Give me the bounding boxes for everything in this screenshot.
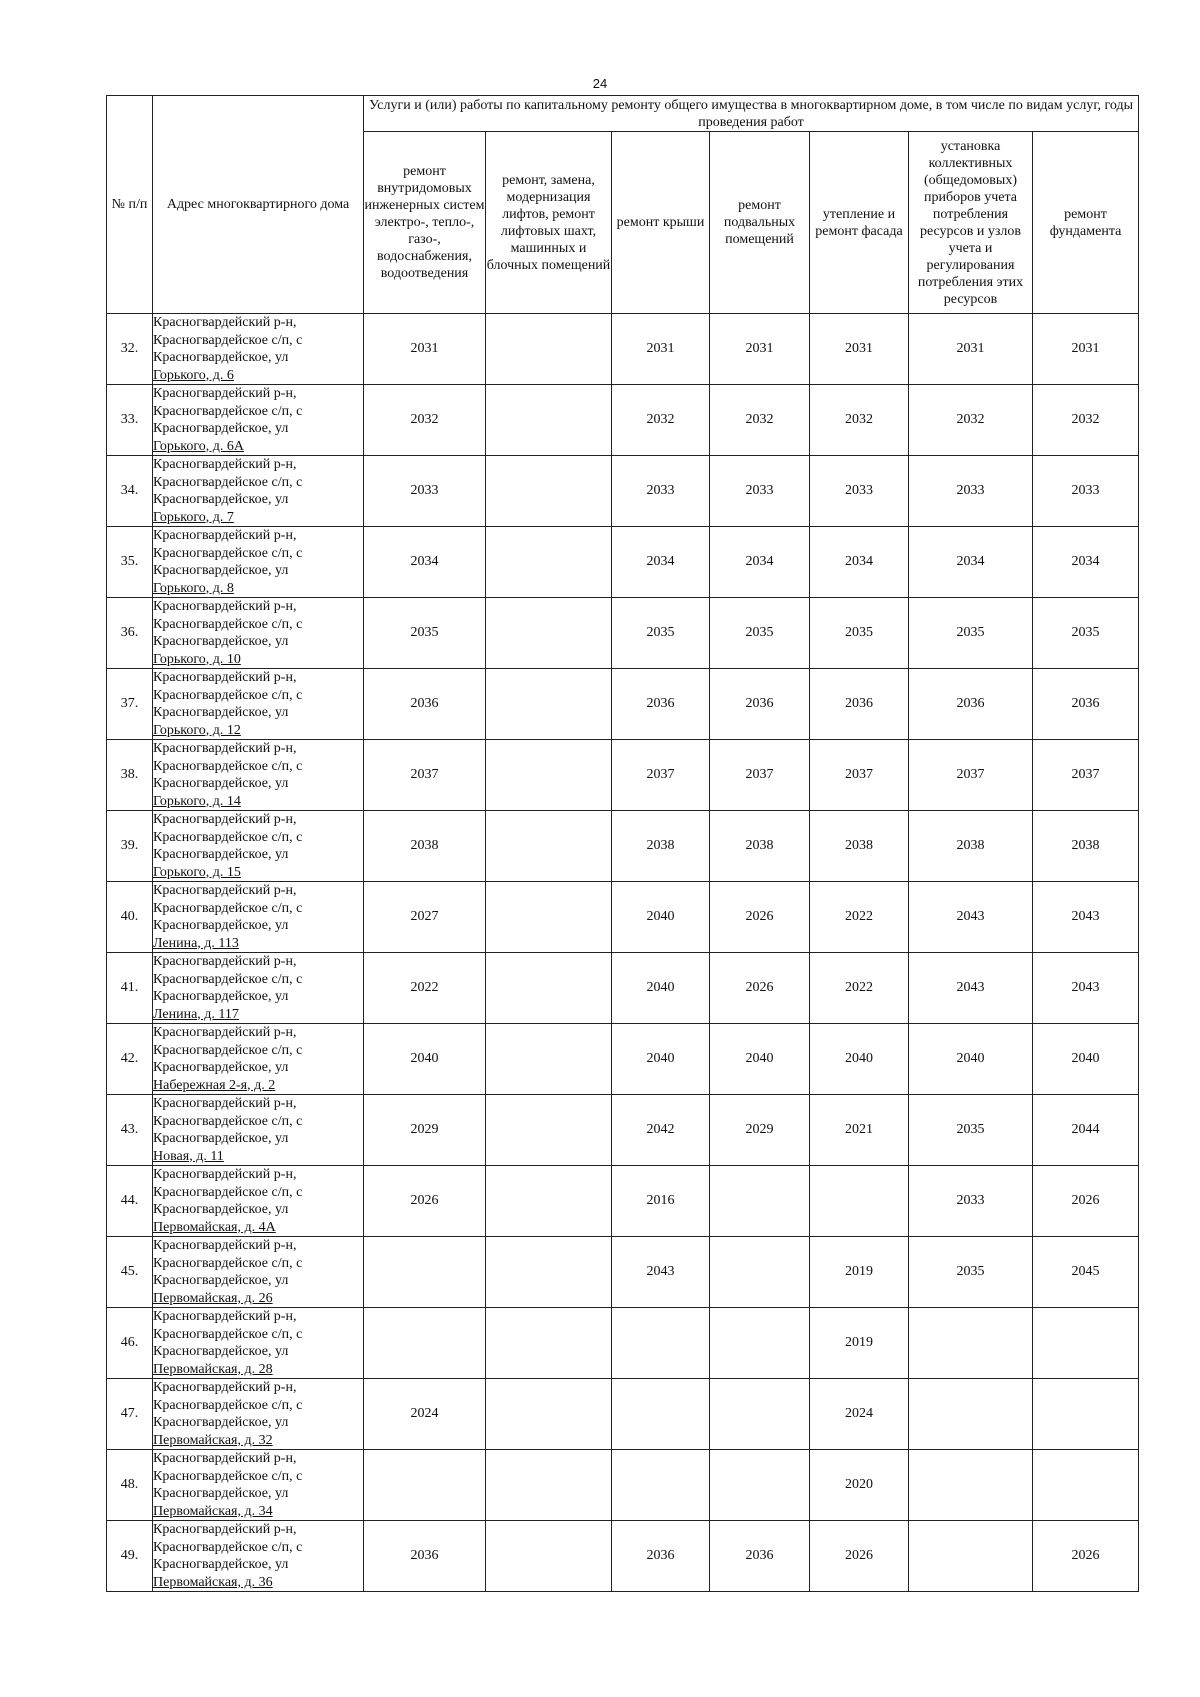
address-line: Красногвардейское, ул [153,634,289,649]
year-cell: 2026 [1033,1521,1139,1592]
year-cell: 2034 [810,527,909,598]
year-cell [710,1237,810,1308]
address-line: Красногвардейское, ул [153,421,289,436]
row-number: 45. [107,1237,153,1308]
address-cell [153,1095,364,1166]
address-line: Красногвардейский р-н, [153,1522,297,1537]
address-line: Красногвардейский р-н, [153,1380,297,1395]
year-cell: 2043 [1033,953,1139,1024]
row-number: 33. [107,385,153,456]
address-line: Ленина, д. 113 [153,935,239,951]
address-line: Красногвардейское, ул [153,989,289,1004]
address-line: Горького, д. 14 [153,793,241,809]
address-line: Красногвардейский р-н, [153,1309,297,1324]
address-line: Красногвардейское, ул [153,1344,289,1359]
year-cell: 2032 [810,385,909,456]
address-line: Красногвардейское с/п, с [153,403,303,419]
address-line: Красногвардейское, ул [153,492,289,507]
table-row [107,527,1139,598]
year-cell [909,1379,1033,1450]
address-line: Красногвардейское с/п, с [153,1184,303,1200]
row-number: 38. [107,740,153,811]
address-line: Красногвардейский р-н, [153,1451,297,1466]
year-cell: 2035 [810,598,909,669]
header-address: Адрес многоквартирного дома [153,96,364,314]
year-cell: 2022 [810,882,909,953]
year-cell: 2033 [612,456,710,527]
row-number: 35. [107,527,153,598]
year-cell [486,740,612,811]
row-number: 44. [107,1166,153,1237]
address-line: Красногвардейское с/п, с [153,1255,303,1271]
year-cell: 2040 [364,1024,486,1095]
address-line: Красногвардейское с/п, с [153,1042,303,1058]
address-line: Горького, д. 10 [153,651,241,667]
year-cell: 2037 [710,740,810,811]
address-line: Красногвардейский р-н, [153,599,297,614]
row-number: 46. [107,1308,153,1379]
address-line: Красногвардейский р-н, [153,1238,297,1253]
year-cell [486,456,612,527]
address-line: Красногвардейский р-н, [153,1167,297,1182]
table-row [107,314,1139,385]
address-line: Первомайская, д. 34 [153,1503,273,1519]
address-line: Красногвардейское с/п, с [153,332,303,348]
year-cell: 2040 [810,1024,909,1095]
address-line: Красногвардейский р-н, [153,315,297,330]
year-cell: 2038 [364,811,486,882]
table-row [107,740,1139,811]
address-line: Красногвардейское с/п, с [153,1113,303,1129]
year-cell: 2033 [909,1166,1033,1237]
address-line: Первомайская, д. 4А [153,1219,276,1235]
year-cell [486,1166,612,1237]
address-line: Красногвардейский р-н, [153,1025,297,1040]
address-line: Красногвардейское с/п, с [153,900,303,916]
year-cell: 2037 [909,740,1033,811]
address-line: Красногвардейский р-н, [153,457,297,472]
year-cell: 2019 [810,1237,909,1308]
year-cell [486,669,612,740]
year-cell [486,1095,612,1166]
year-cell: 2034 [1033,527,1139,598]
address-line: Красногвардейское, ул [153,350,289,365]
year-cell: 2032 [364,385,486,456]
address-line: Красногвардейское, ул [153,776,289,791]
address-line: Красногвардейское, ул [153,1486,289,1501]
address-line: Горького, д. 12 [153,722,241,738]
year-cell: 2035 [909,1095,1033,1166]
address-line: Красногвардейское, ул [153,847,289,862]
row-number: 39. [107,811,153,882]
header-col-engineering-systems: ремонт внутридомовых инженерных систем электро-, тепло-, газо-, водоснабжения, водоотведения [364,132,486,314]
year-cell [1033,1379,1139,1450]
year-cell: 2044 [1033,1095,1139,1166]
year-cell: 2040 [612,1024,710,1095]
address-line: Красногвардейское, ул [153,1273,289,1288]
address-line: Красногвардейский р-н, [153,386,297,401]
address-cell [153,1237,364,1308]
year-cell: 2036 [612,669,710,740]
address-line: Красногвардейское, ул [153,1060,289,1075]
year-cell: 2040 [612,882,710,953]
table-row [107,1024,1139,1095]
address-line: Красногвардейский р-н, [153,812,297,827]
address-line: Красногвардейское с/п, с [153,1539,303,1555]
year-cell: 2020 [810,1450,909,1521]
year-cell: 2043 [612,1237,710,1308]
year-cell [710,1166,810,1237]
year-cell [612,1308,710,1379]
row-number: 34. [107,456,153,527]
year-cell: 2038 [909,811,1033,882]
address-line: Ленина, д. 117 [153,1006,239,1022]
year-cell [486,882,612,953]
year-cell [486,1379,612,1450]
year-cell: 2016 [612,1166,710,1237]
address-line: Красногвардейское, ул [153,705,289,720]
address-line: Красногвардейское с/п, с [153,616,303,632]
year-cell: 2043 [909,882,1033,953]
year-cell: 2032 [1033,385,1139,456]
address-line: Набережная 2-я, д. 2 [153,1077,276,1093]
year-cell: 2037 [612,740,710,811]
year-cell: 2037 [364,740,486,811]
year-cell [710,1450,810,1521]
year-cell: 2032 [612,385,710,456]
address-line: Красногвардейский р-н, [153,528,297,543]
table-row [107,1095,1139,1166]
table-row [107,1379,1139,1450]
year-cell: 2031 [612,314,710,385]
address-line: Красногвардейский р-н, [153,1096,297,1111]
year-cell: 2033 [909,456,1033,527]
year-cell [486,1237,612,1308]
header-col-elevators: ремонт, замена, модернизация лифтов, ремонт лифтовых шахт, машинных и блочных помещений [486,132,612,314]
address-cell [153,953,364,1024]
year-cell: 2036 [909,669,1033,740]
year-cell: 2040 [612,953,710,1024]
year-cell: 2031 [909,314,1033,385]
table-row [107,1166,1139,1237]
year-cell: 2019 [810,1308,909,1379]
table-row [107,882,1139,953]
address-cell [153,1166,364,1237]
capital-repair-table [106,95,1139,1592]
year-cell: 2031 [364,314,486,385]
year-cell: 2033 [810,456,909,527]
address-line: Красногвардейское, ул [153,1131,289,1146]
address-cell [153,740,364,811]
table-row [107,1237,1139,1308]
year-cell [486,1308,612,1379]
address-line: Красногвардейское с/п, с [153,1397,303,1413]
address-line: Горького, д. 15 [153,864,241,880]
year-cell [909,1308,1033,1379]
address-line: Первомайская, д. 36 [153,1574,273,1590]
table-row [107,1450,1139,1521]
year-cell: 2026 [710,882,810,953]
header-num: № п/п [107,96,153,314]
address-line: Красногвардейский р-н, [153,741,297,756]
table-row [107,1308,1139,1379]
year-cell: 2031 [710,314,810,385]
table-header [107,96,1139,314]
address-cell [153,1379,364,1450]
year-cell: 2034 [710,527,810,598]
address-line: Красногвардейское, ул [153,918,289,933]
header-col-meters: установка коллективных (общедомовых) приборов учета потребления ресурсов и узлов учета и регулирования потребления этих ресурсов [909,132,1033,314]
address-line: Горького, д. 8 [153,580,234,596]
address-cell [153,527,364,598]
address-line: Красногвардейское, ул [153,1557,289,1572]
year-cell: 2032 [710,385,810,456]
address-line: Горького, д. 7 [153,509,234,525]
row-number: 40. [107,882,153,953]
row-number: 41. [107,953,153,1024]
row-number: 42. [107,1024,153,1095]
year-cell: 2022 [810,953,909,1024]
year-cell [909,1521,1033,1592]
address-line: Красногвардейское с/п, с [153,1468,303,1484]
year-cell: 2034 [909,527,1033,598]
year-cell: 2035 [710,598,810,669]
year-cell [810,1166,909,1237]
year-cell [710,1379,810,1450]
year-cell: 2036 [364,669,486,740]
year-cell [486,953,612,1024]
year-cell: 2022 [364,953,486,1024]
address-line: Горького, д. 6А [153,438,244,454]
year-cell: 2033 [1033,456,1139,527]
year-cell: 2040 [909,1024,1033,1095]
year-cell: 2026 [810,1521,909,1592]
address-line: Первомайская, д. 32 [153,1432,273,1448]
address-line: Красногвардейское, ул [153,563,289,578]
address-line: Красногвардейский р-н, [153,883,297,898]
table-row [107,1521,1139,1592]
year-cell [612,1379,710,1450]
row-number: 43. [107,1095,153,1166]
address-line: Красногвардейский р-н, [153,954,297,969]
address-line: Красногвардейский р-н, [153,670,297,685]
year-cell [486,527,612,598]
address-cell [153,1450,364,1521]
year-cell [364,1308,486,1379]
year-cell: 2021 [810,1095,909,1166]
year-cell [486,598,612,669]
address-line: Первомайская, д. 26 [153,1290,273,1306]
year-cell [486,1024,612,1095]
header-services: Услуги и (или) работы по капитальному ремонту общего имущества в многоквартирном доме, в том числе по видам услуг, годы проведения работ [364,96,1139,132]
year-cell: 2038 [1033,811,1139,882]
address-line: Красногвардейское, ул [153,1415,289,1430]
address-cell [153,456,364,527]
year-cell [364,1237,486,1308]
year-cell: 2038 [612,811,710,882]
year-cell [486,314,612,385]
year-cell [1033,1450,1139,1521]
year-cell [364,1450,486,1521]
address-line: Красногвардейское с/п, с [153,545,303,561]
year-cell [486,385,612,456]
year-cell: 2035 [909,1237,1033,1308]
address-line: Красногвардейское с/п, с [153,829,303,845]
row-number: 36. [107,598,153,669]
year-cell: 2031 [1033,314,1139,385]
address-line: Первомайская, д. 28 [153,1361,273,1377]
year-cell [486,811,612,882]
row-number: 48. [107,1450,153,1521]
year-cell: 2042 [612,1095,710,1166]
table-row [107,385,1139,456]
table-row [107,669,1139,740]
year-cell: 2031 [810,314,909,385]
year-cell: 2037 [810,740,909,811]
year-cell: 2036 [612,1521,710,1592]
year-cell [486,1521,612,1592]
year-cell: 2036 [364,1521,486,1592]
year-cell: 2029 [710,1095,810,1166]
year-cell: 2034 [612,527,710,598]
address-cell [153,669,364,740]
year-cell [909,1450,1033,1521]
year-cell: 2040 [1033,1024,1139,1095]
year-cell: 2036 [1033,669,1139,740]
header-col-foundation: ремонт фундамента [1033,132,1139,314]
header-col-roof: ремонт крыши [612,132,710,314]
year-cell: 2026 [1033,1166,1139,1237]
row-number: 32. [107,314,153,385]
year-cell [1033,1308,1139,1379]
table-body [107,314,1139,1592]
year-cell: 2026 [710,953,810,1024]
year-cell: 2033 [710,456,810,527]
address-cell [153,1308,364,1379]
year-cell: 2034 [364,527,486,598]
year-cell: 2024 [810,1379,909,1450]
year-cell: 2026 [364,1166,486,1237]
table-row [107,598,1139,669]
address-cell [153,882,364,953]
address-line: Красногвардейское с/п, с [153,1326,303,1342]
row-number: 47. [107,1379,153,1450]
year-cell: 2035 [364,598,486,669]
address-cell [153,811,364,882]
row-number: 37. [107,669,153,740]
address-line: Красногвардейское с/п, с [153,758,303,774]
page-number: 24 [592,76,608,91]
address-cell [153,1024,364,1095]
address-line: Красногвардейское с/п, с [153,687,303,703]
year-cell: 2043 [909,953,1033,1024]
year-cell: 2033 [364,456,486,527]
address-cell [153,385,364,456]
header-col-facade: утепление и ремонт фасада [810,132,909,314]
table-row [107,953,1139,1024]
year-cell [612,1450,710,1521]
year-cell: 2032 [909,385,1033,456]
year-cell: 2043 [1033,882,1139,953]
address-cell [153,314,364,385]
year-cell: 2029 [364,1095,486,1166]
year-cell: 2035 [909,598,1033,669]
year-cell: 2038 [810,811,909,882]
table-row [107,456,1139,527]
address-line: Красногвардейское с/п, с [153,474,303,490]
year-cell: 2035 [612,598,710,669]
address-line: Красногвардейское, ул [153,1202,289,1217]
address-line: Горького, д. 6 [153,367,234,383]
year-cell: 2036 [710,1521,810,1592]
year-cell [486,1450,612,1521]
address-cell [153,1521,364,1592]
year-cell: 2040 [710,1024,810,1095]
year-cell: 2036 [710,669,810,740]
address-cell [153,598,364,669]
year-cell: 2045 [1033,1237,1139,1308]
row-number: 49. [107,1521,153,1592]
year-cell: 2036 [810,669,909,740]
address-line: Новая, д. 11 [153,1148,224,1164]
year-cell: 2038 [710,811,810,882]
year-cell: 2035 [1033,598,1139,669]
table-row [107,811,1139,882]
address-line: Красногвардейское с/п, с [153,971,303,987]
year-cell: 2027 [364,882,486,953]
header-col-basement: ремонт подвальных помещений [710,132,810,314]
year-cell: 2037 [1033,740,1139,811]
year-cell [710,1308,810,1379]
year-cell: 2024 [364,1379,486,1450]
